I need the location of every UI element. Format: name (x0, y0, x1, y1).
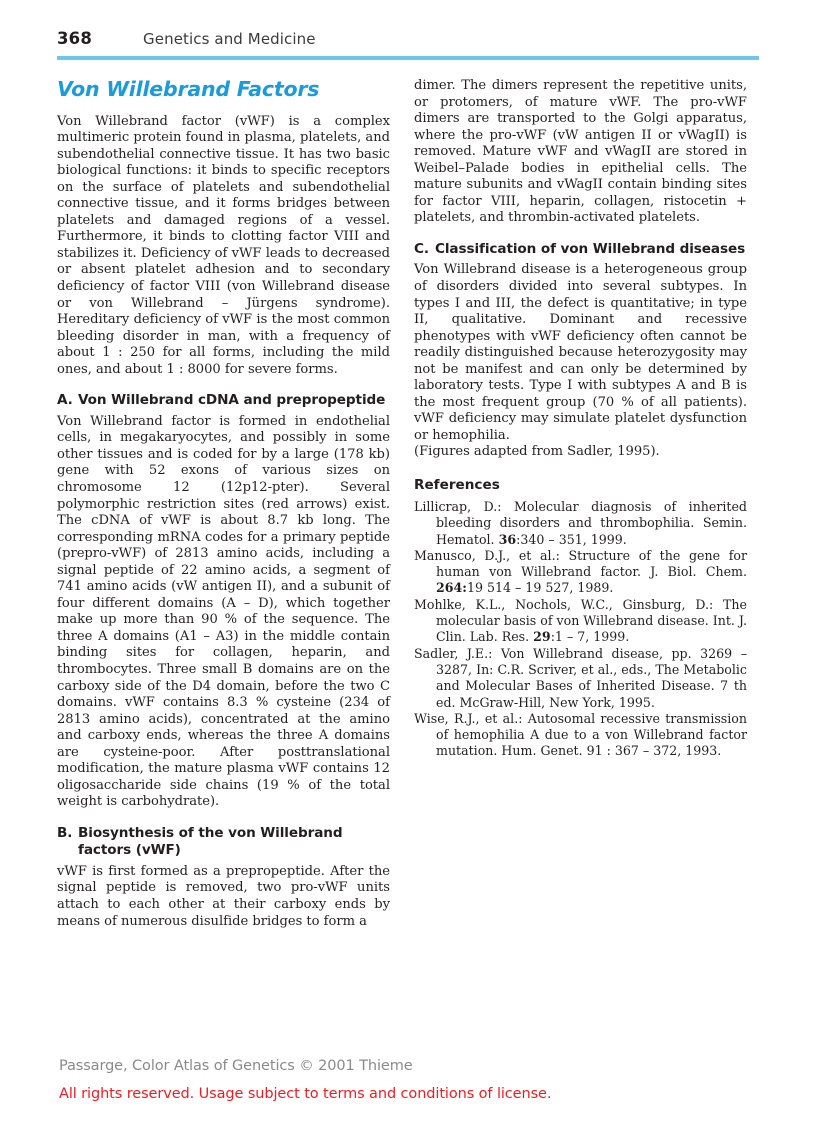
section-label-b: B. (57, 824, 73, 841)
running-head (57, 29, 757, 53)
reference-item: Mohlke, K.L., Nochols, W.C., Ginsburg, D.: The molecular basis of von Willebrand disease. Int. J. Clin. Lab. Res. 29:1 – 7, 1999. (414, 596, 747, 645)
section-title-b: Biosynthesis of the von Willebrand factors (vWF) (78, 824, 343, 859)
column-right (414, 78, 747, 760)
footer-license-notice: All rights reserved. Usage subject to terms and conditions of license. (59, 1086, 552, 1102)
reference-volume: 29 (533, 629, 551, 645)
reference-item: Lillicrap, D.: Molecular diagnosis of inherited bleeding disorders and thrombophilia. Semin. Hematol. 36:340 – 351, 1999. (414, 498, 747, 547)
section-title-a: Von Willebrand cDNA and prepropeptide (78, 392, 386, 409)
page-number: 368 (57, 29, 93, 48)
reference-volume: 36 (498, 531, 517, 547)
section-heading-b (57, 825, 390, 860)
references-list (414, 499, 747, 760)
figure-source-note: (Figures adapted from Sadler, 1995). (414, 444, 660, 460)
section-body-a: Von Willebrand factor is formed in endothelial cells, in megakaryocytes, and possibly in some other tissues and is coded for by a large (178 kb) gene with 52 exons of various sizes on chromosome 12 (12p12-pter). Several polymorphic restriction sites (red arrows) exist. The cDNA of vWF is about 8.7 kb long. The corresponding mRNA codes for a primary peptide (prepro-vWF) of 2813 amino acids, including a signal peptide of 22 amino acids, a segment of 741 amino acids (vW antigen II), and a subunit of four different domains (A – D), which together make up more than 90 % of the sequence. The three A domains (A1 – A3) in the middle contain binding sites for collagen, heparin, and thrombocytes. Three small B domains are on the carboxy side of the D4 domain, before the two C domains. vWF contains 8.3 % cysteine (234 of 2813 amino acids), concentrated at the amino and carboxy ends, whereas the three A domains are cysteine-poor. After posttranslational modification, the mature plasma vWF contains 12 oligosaccharide side chains (19 % of the total weight is carbohydrate). (57, 413, 390, 810)
section-body-c: Von Willebrand disease is a heterogeneous group of disorders divided into several subtypes. In types I and III, the defect is quantitative; in type II, qualitative. Dominant and recessive phenotypes with vWF deficiency often cannot be readily distinguished because heterozygosity may not be manifest and can only be determined by laboratory tests. Type I with subtypes A and B is the most frequent group (70 % of all patients). vWF deficiency may simulate platelet dysfunction or hemophilia. (414, 262, 747, 443)
reference-item: Sadler, J.E.: Von Willebrand disease, pp. 3269 – 3287, In: C.R. Scriver, et al., eds., The Metabolic and Molecular Bases of Inherited Disease. 7 th ed. McGraw-Hill, New York, 1995. (414, 645, 747, 710)
section-heading-c (414, 241, 747, 259)
running-title: Genetics and Medicine (143, 30, 316, 48)
section-label-a: A. (57, 392, 73, 409)
section-label-c: C. (414, 240, 429, 257)
header-rule (57, 56, 759, 60)
intro-paragraph: Von Willebrand factor (vWF) is a complex multimeric protein found in plasma, platelets, and subendothelial connective tissue. It has two basic biological functions: it binds to specific receptors on the surface of platelets and subendothelial connective tissue, and it forms bridges between platelets and damaged regions of a vessel. Furthermore, it binds to clotting factor VIII and stabilizes it. Deficiency of vWF leads to decreased or absent platelet adhesion and to secondary deficiency of factor VIII (von Willebrand disease or von Willebrand – Jürgens syndrome). Hereditary deficiency of vWF is the most common bleeding disorder in man, with a frequency of about 1 : 250 for all forms, including the mild ones, and about 1 : 8000 for severe forms. (57, 113, 390, 377)
footer-copyright: Passarge, Color Atlas of Genetics © 2001 Thieme (59, 1058, 413, 1074)
section-heading-a (57, 392, 390, 410)
section-title-c: Classification of von Willebrand diseases (435, 240, 746, 257)
reference-item: Manusco, D.J., et al.: Structure of the gene for human von Willebrand factor. J. Biol. Chem. 264:19 514 – 19 527, 1989. (414, 547, 747, 596)
page-title: Von Willebrand Factors (57, 77, 320, 101)
section-body-b: vWF is first formed as a prepropeptide. After the signal peptide is removed, two pro-vWF units attach to each other at their carboxy ends by means of numerous disulfide bridges to form a (57, 863, 390, 929)
section-body-b-continued: dimer. The dimers represent the repetitive units, or protomers, of mature vWF. The pro-vWF dimers are transported to the Golgi apparatus, where the pro-vWF (vW antigen II or vWagII) is removed. Mature vWF and vWagII are stored in Weibel–Palade bodies in epithelial cells. The mature subunits and vWagII contain binding sites for factor VIII, heparin, collagen, ristocetin + platelets, and thrombin-activated platelets. (414, 78, 747, 226)
references-heading: References (414, 476, 500, 493)
footer (59, 1056, 759, 1104)
column-left (57, 78, 390, 930)
reference-volume: 264: (436, 580, 467, 596)
reference-item: Wise, R.J., et al.: Autosomal recessive transmission of hemophilia A due to a von Willebrand factor mutation. Hum. Genet. 91 : 367 – 372, 1993. (414, 710, 747, 759)
